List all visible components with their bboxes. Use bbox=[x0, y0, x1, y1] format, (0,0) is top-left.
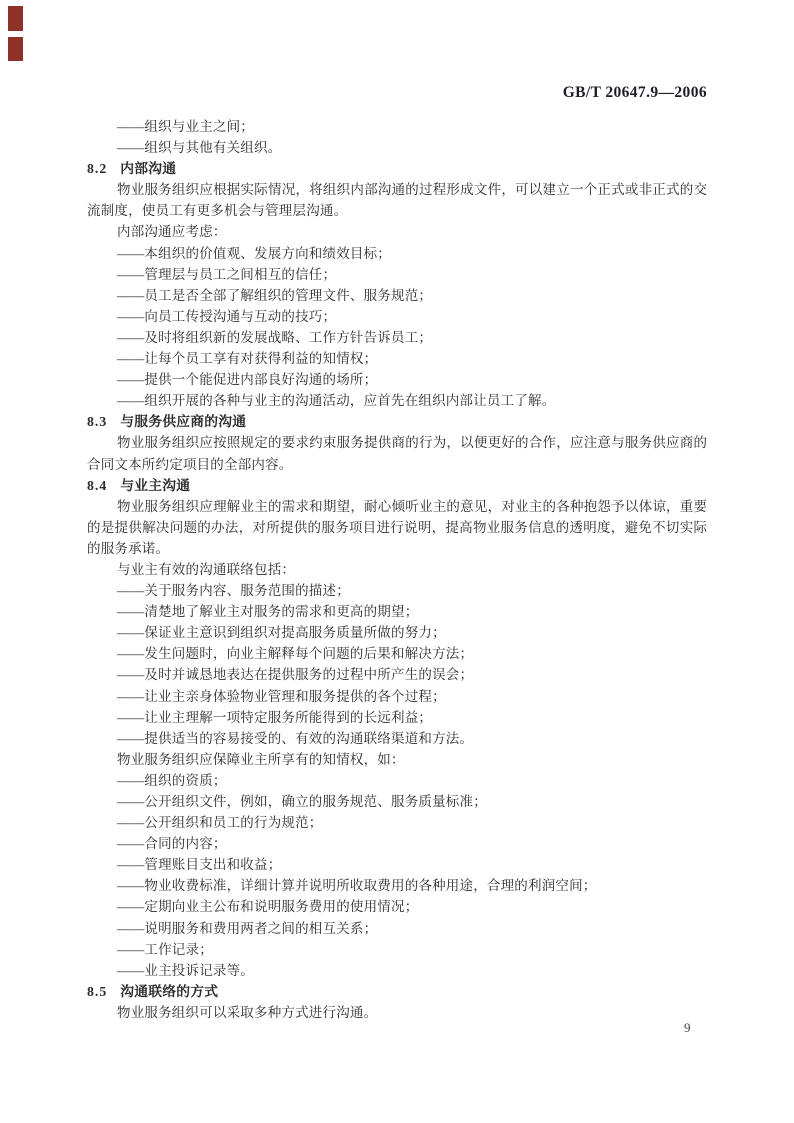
paragraph-line: 与业主有效的沟通联络包括： bbox=[117, 561, 296, 577]
section-heading bbox=[87, 981, 707, 1002]
list-item: ——让业主亲身体验物业管理和服务提供的各个过程； bbox=[117, 688, 446, 704]
list-item: ——及时并诚恳地表达在提供服务的过程中所产生的误会； bbox=[117, 667, 474, 683]
list-item: ——组织与其他有关组织。 bbox=[117, 140, 282, 156]
list-item: ——工作记录； bbox=[117, 941, 213, 957]
list-item: ——让每个员工享有对获得利益的知情权； bbox=[117, 351, 378, 367]
list-item: ——组织的资质； bbox=[117, 772, 227, 788]
section-number: 8.4 bbox=[87, 477, 108, 493]
paragraph-line: 物业服务组织应按照规定的要求约束服务提供商的行为，以便更好的合作，应注意与服务供应商的 bbox=[117, 435, 707, 451]
list-item: ——合同的内容； bbox=[117, 836, 227, 852]
list-item: ——组织开展的各种与业主的沟通活动，应首先在组织内部让员工了解。 bbox=[117, 393, 556, 409]
list-item: ——定期向业主公布和说明服务费用的使用情况； bbox=[117, 899, 419, 915]
paragraph-line: 物业服务组织应保障业主所享有的知情权，如： bbox=[117, 751, 405, 767]
list-item: ——组织与业主之间； bbox=[117, 119, 254, 134]
paragraph-line: 物业服务组织可以采取多种方式进行沟通。 bbox=[117, 1004, 378, 1020]
list-item: ——保证业主意识到组织对提高服务质量所做的努力； bbox=[117, 625, 446, 641]
list-item: ——让业主理解一项特定服务所能得到的长远利益； bbox=[117, 709, 433, 725]
section-title: 与业主沟通 bbox=[120, 477, 191, 493]
list-item: ——管理层与员工之间相互的信任； bbox=[117, 266, 337, 282]
list-item: ——管理账目支出和收益； bbox=[117, 857, 282, 873]
document-body bbox=[87, 116, 707, 1023]
section-title: 与服务供应商的沟通 bbox=[120, 414, 247, 430]
paragraph-line: 物业服务组织应根据实际情况，将组织内部沟通的过程形成文件，可以建立一个正式或非正式的交 bbox=[117, 182, 707, 198]
list-item: ——提供一个能促进内部良好沟通的场所； bbox=[117, 372, 378, 388]
section-number: 8.5 bbox=[87, 983, 108, 999]
list-item: ——提供适当的容易接受的、有效的沟通联络渠道和方法。 bbox=[117, 730, 474, 746]
list-item: ——公开组织文件，例如，确立的服务规范、服务质量标准； bbox=[117, 794, 487, 809]
paragraph-line: 内部沟通应考虑： bbox=[117, 224, 227, 240]
section-heading bbox=[87, 158, 707, 179]
section-title: 沟通联络的方式 bbox=[120, 983, 219, 999]
list-item: ——业主投诉记录等。 bbox=[117, 962, 254, 978]
paragraph-line: 的服务承诺。 bbox=[87, 540, 170, 556]
section-heading bbox=[87, 411, 707, 432]
red-scan-mark-top bbox=[8, 6, 23, 31]
standard-code-header: GB/T 20647.9—2006 bbox=[562, 84, 707, 101]
paragraph-line: 的是提供解决问题的办法，对所提供的服务项目进行说明，提高物业服务信息的透明度，避免不切实际 bbox=[87, 519, 707, 535]
list-item: ——说明服务和费用两者之间的相互关系； bbox=[117, 920, 378, 936]
paragraph-line: 合同文本所约定项目的全部内容。 bbox=[87, 456, 293, 472]
section-title: 内部沟通 bbox=[120, 161, 177, 177]
list-item: ——公开组织和员工的行为规范； bbox=[117, 815, 323, 831]
list-item: ——及时将组织新的发展战略、工作方针告诉员工； bbox=[117, 329, 433, 345]
section-number: 8.2 bbox=[87, 161, 108, 177]
list-item: ——员工是否全部了解组织的管理文件、服务规范； bbox=[117, 287, 433, 303]
list-item: ——本组织的价值观、发展方向和绩效目标； bbox=[117, 245, 391, 261]
page-number: 9 bbox=[684, 1020, 691, 1035]
section-heading bbox=[87, 475, 707, 496]
list-item: ——关于服务内容、服务范围的描述； bbox=[117, 583, 350, 599]
list-item: ——清楚地了解业主对服务的需求和更高的期望； bbox=[117, 604, 419, 620]
red-scan-mark-bottom bbox=[8, 37, 23, 61]
list-item: ——发生问题时，向业主解释每个问题的后果和解决方法； bbox=[117, 646, 474, 662]
paragraph-line: 物业服务组织应理解业主的需求和期望，耐心倾听业主的意见，对业主的各种抱怨予以体谅，重要 bbox=[117, 498, 707, 514]
section-number: 8.3 bbox=[87, 414, 108, 430]
paragraph-line: 流制度，使员工有更多机会与管理层沟通。 bbox=[87, 203, 348, 219]
list-item: ——物业收费标准，详细计算并说明所收取费用的各种用途，合理的利润空间； bbox=[117, 878, 597, 894]
list-item: ——向员工传授沟通与互动的技巧； bbox=[117, 308, 337, 324]
